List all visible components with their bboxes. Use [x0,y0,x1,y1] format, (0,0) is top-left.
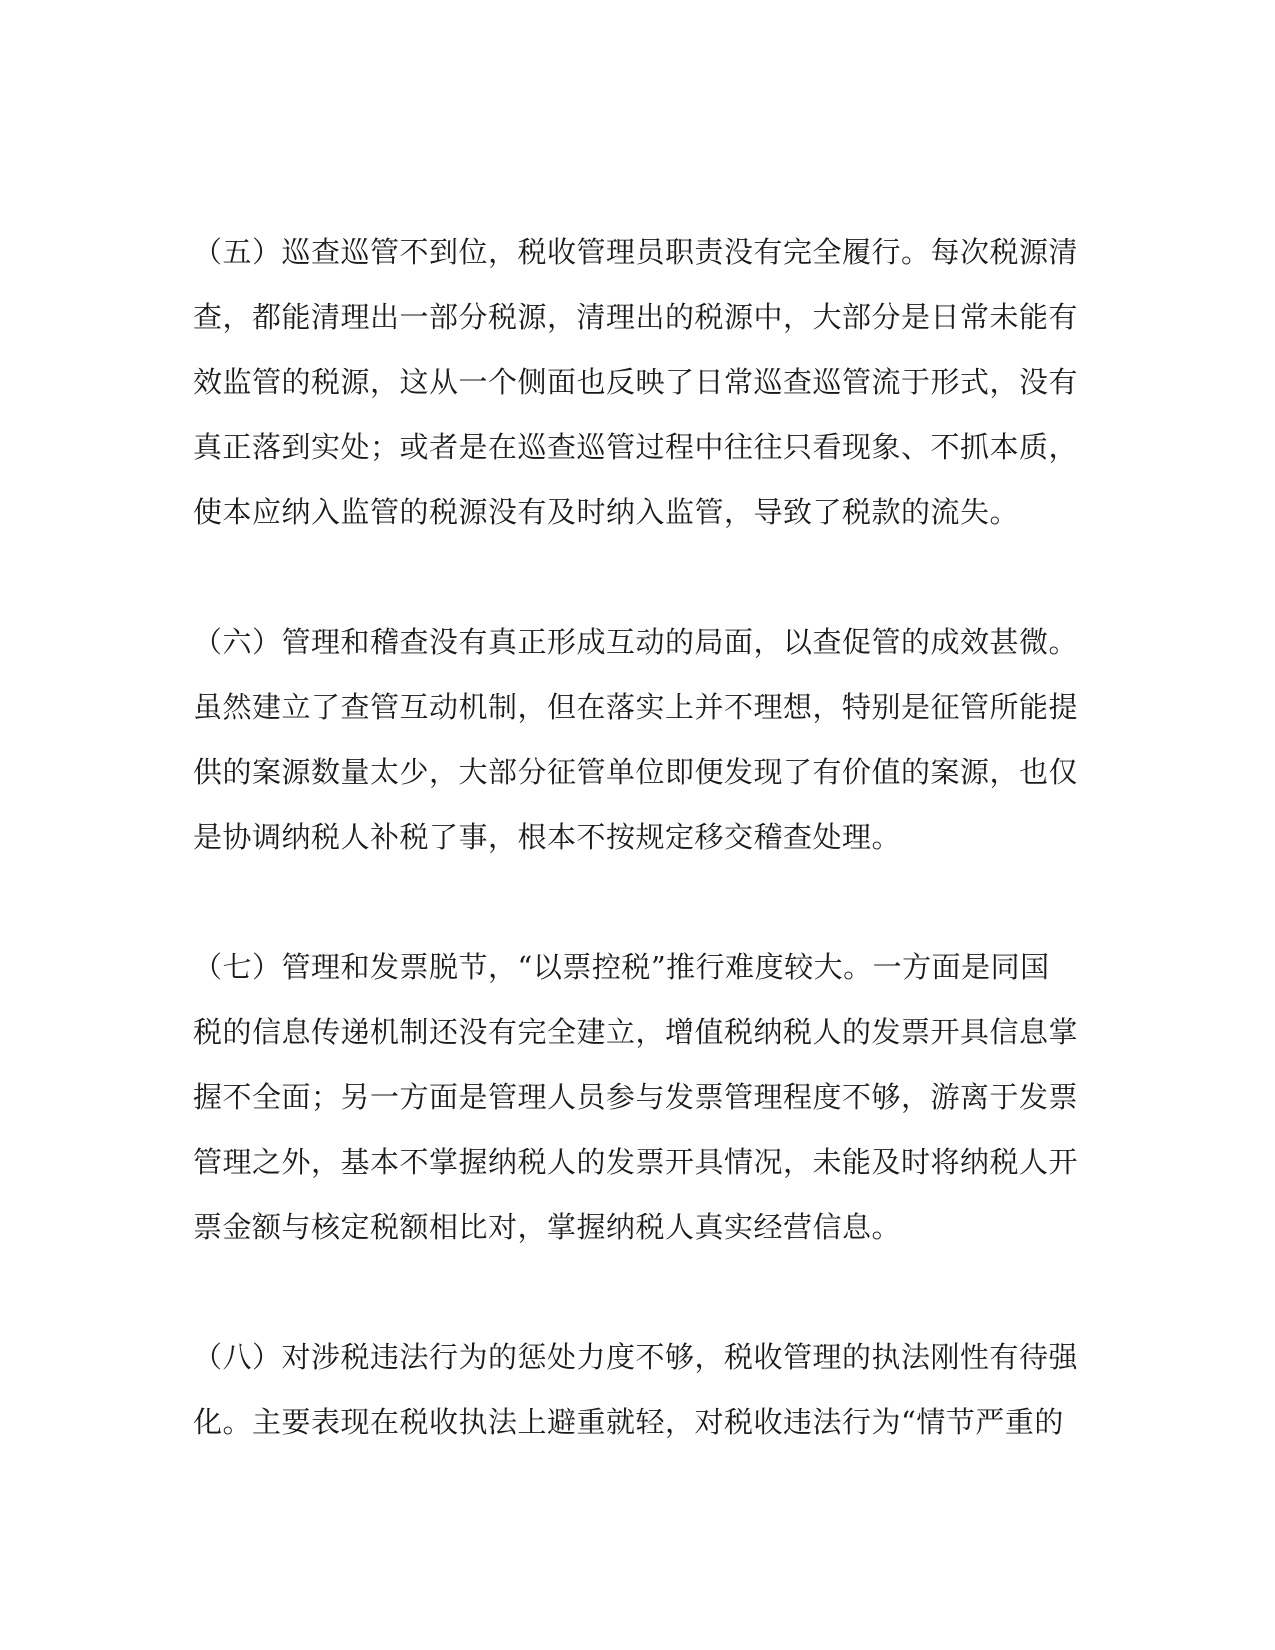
text-line: 虽然建立了查管互动机制，但在落实上并不理想，特别是征管所能提 [193,690,1079,724]
paragraph-eight [193,1325,1079,1455]
text-line: 查，都能清理出一部分税源，清理出的税源中，大部分是日常未能有 [193,300,1079,334]
paragraph-gap [193,1260,1073,1325]
text-line: 管理之外，基本不掌握纳税人的发票开具情况，未能及时将纳税人开 [193,1145,1079,1179]
document-body [193,220,1079,1455]
text-line: 供的案源数量太少，大部分征管单位即便发现了有价值的案源，也仅 [193,755,1079,789]
text-line: 握不全面；另一方面是管理人员参与发票管理程度不够，游离于发票 [193,1080,1079,1114]
text-line: 化。主要表现在税收执法上避重就轻，对税收违法行为“情节严重的 [193,1405,1064,1439]
paragraph-gap [193,870,1073,935]
paragraph-seven [193,935,1079,1260]
text-line: （六）管理和稽查没有真正形成互动的局面，以查促管的成效甚微。 [193,625,1079,659]
text-line: （五）巡查巡管不到位，税收管理员职责没有完全履行。每次税源清 [193,235,1079,269]
text-line: （八）对涉税违法行为的惩处力度不够，税收管理的执法刚性有待强 [193,1340,1079,1374]
paragraph-five [193,220,1079,545]
text-line: 是协调纳税人补税了事，根本不按规定移交稽查处理。 [193,820,902,854]
text-line: 使本应纳入监管的税源没有及时纳入监管，导致了税款的流失。 [193,495,1020,529]
text-line: 票金额与核定税额相比对，掌握纳税人真实经营信息。 [193,1210,902,1244]
text-line: 效监管的税源，这从一个侧面也反映了日常巡查巡管流于形式，没有 [193,365,1079,399]
text-line: 税的信息传递机制还没有完全建立，增值税纳税人的发票开具信息掌 [193,1015,1079,1049]
paragraph-gap [193,545,1073,610]
text-line: （七）管理和发票脱节，“以票控税”推行难度较大。一方面是同国 [193,950,1050,984]
text-line: 真正落到实处；或者是在巡查巡管过程中往往只看现象、不抓本质， [193,430,1079,464]
paragraph-six [193,610,1079,870]
